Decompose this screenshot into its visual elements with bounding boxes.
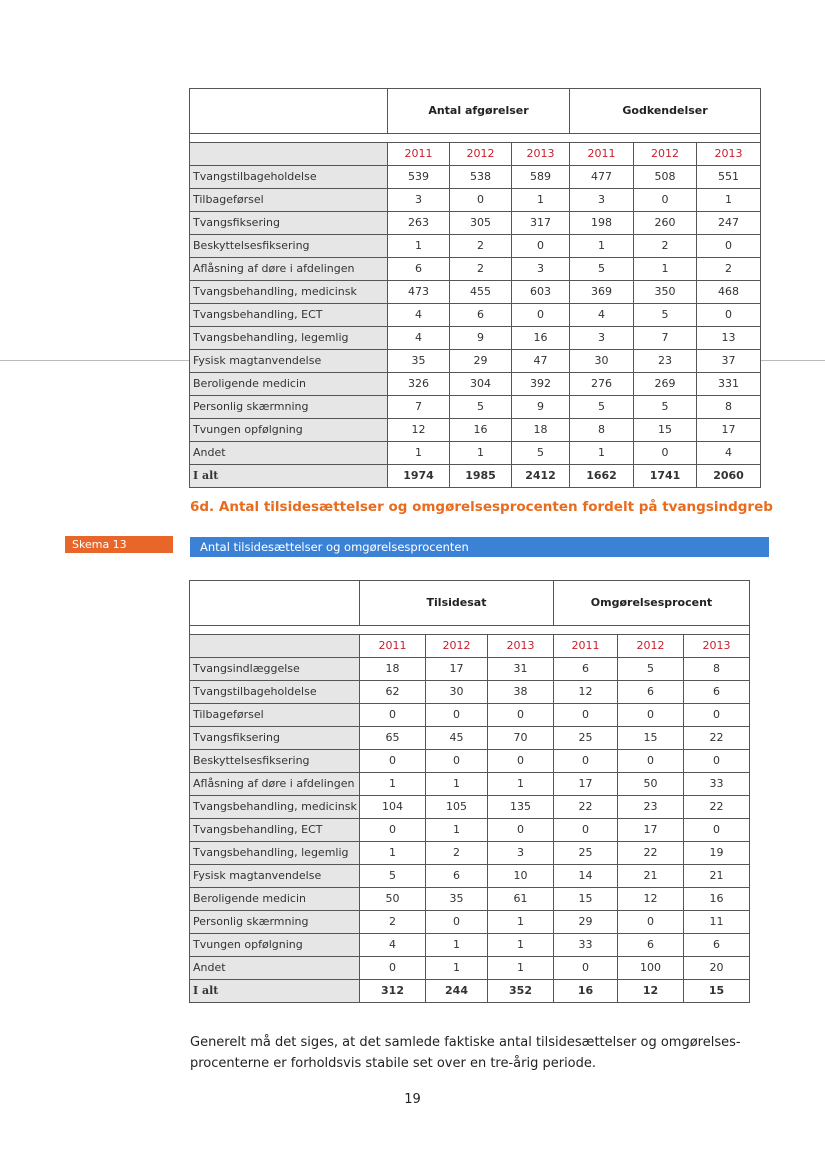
table-row	[190, 957, 750, 980]
value-cell: 331	[697, 373, 761, 396]
value-cell: 1	[388, 235, 450, 258]
value-cell: 0	[488, 819, 554, 842]
total-label: I alt	[190, 465, 388, 488]
section-heading: 6d. Antal tilsidesættelser og omgørelsesprocenten fordelt på tvangsindgreb	[190, 499, 773, 515]
value-cell: 25	[554, 842, 618, 865]
row-label: Andet	[190, 957, 360, 980]
value-cell: 276	[570, 373, 634, 396]
value-cell: 21	[684, 865, 750, 888]
value-cell: 104	[360, 796, 426, 819]
value-cell: 12	[618, 888, 684, 911]
value-cell: 12	[388, 419, 450, 442]
total-cell: 15	[684, 980, 750, 1003]
total-cell: 312	[360, 980, 426, 1003]
value-cell: 17	[554, 773, 618, 796]
row-label: Beroligende medicin	[190, 373, 388, 396]
value-cell: 4	[570, 304, 634, 327]
total-row	[190, 465, 761, 488]
total-cell: 1974	[388, 465, 450, 488]
value-cell: 1	[570, 442, 634, 465]
value-cell: 1	[388, 442, 450, 465]
value-cell: 0	[634, 442, 697, 465]
table-row	[190, 304, 761, 327]
value-cell: 31	[488, 658, 554, 681]
value-cell: 0	[618, 750, 684, 773]
value-cell: 0	[554, 704, 618, 727]
row-label: Tvangsfiksering	[190, 212, 388, 235]
value-cell: 1	[426, 819, 488, 842]
value-cell: 269	[634, 373, 697, 396]
table-row	[190, 704, 750, 727]
table-row	[190, 373, 761, 396]
value-cell: 0	[426, 704, 488, 727]
value-cell: 1	[570, 235, 634, 258]
value-cell: 22	[684, 727, 750, 750]
value-cell: 0	[684, 819, 750, 842]
year-cell: 2012	[618, 635, 684, 658]
header-blank	[190, 89, 388, 134]
value-cell: 2	[450, 235, 512, 258]
year-cell: 2011	[554, 635, 618, 658]
value-cell: 1	[426, 934, 488, 957]
value-cell: 16	[512, 327, 570, 350]
body-paragraph	[190, 1032, 750, 1074]
table-row	[190, 842, 750, 865]
year-cell: 2013	[684, 635, 750, 658]
value-cell: 6	[426, 865, 488, 888]
value-cell: 10	[488, 865, 554, 888]
value-cell: 135	[488, 796, 554, 819]
total-cell: 2060	[697, 465, 761, 488]
value-cell: 4	[697, 442, 761, 465]
value-cell: 0	[618, 911, 684, 934]
value-cell: 33	[554, 934, 618, 957]
total-cell: 1741	[634, 465, 697, 488]
value-cell: 317	[512, 212, 570, 235]
value-cell: 17	[697, 419, 761, 442]
value-cell: 30	[426, 681, 488, 704]
value-cell: 17	[618, 819, 684, 842]
value-cell: 369	[570, 281, 634, 304]
value-cell: 3	[570, 327, 634, 350]
value-cell: 6	[684, 681, 750, 704]
value-cell: 8	[684, 658, 750, 681]
header-blank	[190, 581, 360, 626]
value-cell: 0	[554, 957, 618, 980]
value-cell: 263	[388, 212, 450, 235]
value-cell: 1	[697, 189, 761, 212]
value-cell: 15	[618, 727, 684, 750]
value-cell: 551	[697, 166, 761, 189]
value-cell: 18	[512, 419, 570, 442]
total-cell: 2412	[512, 465, 570, 488]
value-cell: 305	[450, 212, 512, 235]
year-cell: 2011	[388, 143, 450, 166]
value-cell: 21	[618, 865, 684, 888]
value-cell: 22	[618, 842, 684, 865]
table-row	[190, 350, 761, 373]
table-row	[190, 212, 761, 235]
value-cell: 23	[634, 350, 697, 373]
value-cell: 62	[360, 681, 426, 704]
value-cell: 5	[450, 396, 512, 419]
value-cell: 1	[488, 934, 554, 957]
row-label: Tilbageførsel	[190, 189, 388, 212]
value-cell: 12	[554, 681, 618, 704]
table-row	[190, 189, 761, 212]
value-cell: 5	[512, 442, 570, 465]
row-label: Fysisk magtanvendelse	[190, 350, 388, 373]
value-cell: 0	[360, 704, 426, 727]
value-cell: 0	[426, 750, 488, 773]
value-cell: 0	[488, 704, 554, 727]
value-cell: 2	[697, 258, 761, 281]
value-cell: 473	[388, 281, 450, 304]
table-row	[190, 658, 750, 681]
year-cell: 2013	[697, 143, 761, 166]
value-cell: 5	[570, 396, 634, 419]
value-cell: 6	[618, 934, 684, 957]
group-header: Godkendelser	[570, 89, 761, 134]
table-tilsidesat	[189, 580, 750, 1003]
total-cell: 1662	[570, 465, 634, 488]
value-cell: 50	[618, 773, 684, 796]
value-cell: 0	[426, 911, 488, 934]
value-cell: 538	[450, 166, 512, 189]
value-cell: 35	[426, 888, 488, 911]
value-cell: 589	[512, 166, 570, 189]
value-cell: 15	[634, 419, 697, 442]
value-cell: 0	[554, 750, 618, 773]
row-label: Personlig skærmning	[190, 911, 360, 934]
value-cell: 2	[360, 911, 426, 934]
value-cell: 1	[488, 773, 554, 796]
value-cell: 14	[554, 865, 618, 888]
value-cell: 0	[512, 235, 570, 258]
value-cell: 0	[634, 189, 697, 212]
value-cell: 65	[360, 727, 426, 750]
row-label: Tvangsbehandling, medicinsk	[190, 281, 388, 304]
table-row	[190, 681, 750, 704]
table-row	[190, 750, 750, 773]
year-cell: 2013	[488, 635, 554, 658]
value-cell: 1	[450, 442, 512, 465]
value-cell: 0	[360, 750, 426, 773]
row-label: Fysisk magtanvendelse	[190, 865, 360, 888]
value-cell: 1	[360, 842, 426, 865]
value-cell: 45	[426, 727, 488, 750]
value-cell: 0	[684, 704, 750, 727]
value-cell: 6	[554, 658, 618, 681]
table-row	[190, 327, 761, 350]
value-cell: 5	[634, 304, 697, 327]
value-cell: 0	[618, 704, 684, 727]
value-cell: 9	[512, 396, 570, 419]
total-cell: 244	[426, 980, 488, 1003]
skema-title-bar: Antal tilsidesættelser og omgørelsesprocenten	[190, 537, 769, 557]
value-cell: 22	[684, 796, 750, 819]
paragraph-line: Generelt må det siges, at det samlede faktiske antal tilsidesættelser og omgørelses-	[190, 1035, 741, 1050]
value-cell: 0	[360, 819, 426, 842]
value-cell: 3	[512, 258, 570, 281]
group-header: Omgørelsesprocent	[554, 581, 750, 626]
value-cell: 247	[697, 212, 761, 235]
value-cell: 11	[684, 911, 750, 934]
value-cell: 6	[618, 681, 684, 704]
table-row	[190, 727, 750, 750]
row-label: Tvangstilbageholdelse	[190, 681, 360, 704]
value-cell: 17	[426, 658, 488, 681]
year-cell: 2011	[360, 635, 426, 658]
value-cell: 105	[426, 796, 488, 819]
year-cell: 2012	[426, 635, 488, 658]
table-row	[190, 888, 750, 911]
value-cell: 1	[634, 258, 697, 281]
value-cell: 47	[512, 350, 570, 373]
table-row	[190, 819, 750, 842]
value-cell: 5	[360, 865, 426, 888]
total-cell: 352	[488, 980, 554, 1003]
total-cell: 12	[618, 980, 684, 1003]
value-cell: 0	[554, 819, 618, 842]
row-label: Andet	[190, 442, 388, 465]
value-cell: 13	[697, 327, 761, 350]
table-row	[190, 258, 761, 281]
year-cell: 2011	[570, 143, 634, 166]
table-row	[190, 166, 761, 189]
value-cell: 29	[554, 911, 618, 934]
row-label: Tvangsbehandling, ECT	[190, 819, 360, 842]
value-cell: 0	[684, 750, 750, 773]
value-cell: 37	[697, 350, 761, 373]
value-cell: 5	[618, 658, 684, 681]
value-cell: 2	[634, 235, 697, 258]
row-label: Tvungen opfølgning	[190, 934, 360, 957]
value-cell: 6	[684, 934, 750, 957]
value-cell: 4	[360, 934, 426, 957]
value-cell: 19	[684, 842, 750, 865]
skema-label: Skema 13	[65, 536, 173, 553]
total-cell: 1985	[450, 465, 512, 488]
value-cell: 4	[388, 304, 450, 327]
value-cell: 8	[570, 419, 634, 442]
value-cell: 7	[388, 396, 450, 419]
value-cell: 477	[570, 166, 634, 189]
spacer	[190, 626, 750, 635]
value-cell: 1	[360, 773, 426, 796]
total-cell: 16	[554, 980, 618, 1003]
value-cell: 38	[488, 681, 554, 704]
value-cell: 9	[450, 327, 512, 350]
value-cell: 18	[360, 658, 426, 681]
value-cell: 0	[450, 189, 512, 212]
value-cell: 508	[634, 166, 697, 189]
row-label: Beskyttelsesfiksering	[190, 235, 388, 258]
value-cell: 6	[450, 304, 512, 327]
row-label: Aflåsning af døre i afdelingen	[190, 258, 388, 281]
value-cell: 8	[697, 396, 761, 419]
table-row	[190, 934, 750, 957]
value-cell: 5	[634, 396, 697, 419]
value-cell: 0	[512, 304, 570, 327]
total-row	[190, 980, 750, 1003]
table-row	[190, 911, 750, 934]
value-cell: 16	[450, 419, 512, 442]
row-label: Tvangstilbageholdelse	[190, 166, 388, 189]
value-cell: 3	[488, 842, 554, 865]
row-label: Personlig skærmning	[190, 396, 388, 419]
table-afgorelser	[189, 88, 761, 488]
value-cell: 2	[426, 842, 488, 865]
value-cell: 3	[388, 189, 450, 212]
value-cell: 350	[634, 281, 697, 304]
value-cell: 35	[388, 350, 450, 373]
value-cell: 326	[388, 373, 450, 396]
value-cell: 2	[450, 258, 512, 281]
paragraph-line: procenterne er forholdsvis stabile set over en tre-årig periode.	[190, 1056, 597, 1071]
year-row-label	[190, 635, 360, 658]
row-label: Tvangsfiksering	[190, 727, 360, 750]
total-label: I alt	[190, 980, 360, 1003]
value-cell: 198	[570, 212, 634, 235]
year-cell: 2013	[512, 143, 570, 166]
value-cell: 455	[450, 281, 512, 304]
value-cell: 603	[512, 281, 570, 304]
table-row	[190, 442, 761, 465]
row-label: Beroligende medicin	[190, 888, 360, 911]
value-cell: 29	[450, 350, 512, 373]
row-label: Aflåsning af døre i afdelingen	[190, 773, 360, 796]
value-cell: 7	[634, 327, 697, 350]
value-cell: 304	[450, 373, 512, 396]
value-cell: 260	[634, 212, 697, 235]
group-header: Antal afgørelser	[388, 89, 570, 134]
value-cell: 1	[512, 189, 570, 212]
value-cell: 50	[360, 888, 426, 911]
year-cell: 2012	[450, 143, 512, 166]
value-cell: 3	[570, 189, 634, 212]
value-cell: 468	[697, 281, 761, 304]
value-cell: 1	[426, 773, 488, 796]
year-row-label	[190, 143, 388, 166]
value-cell: 1	[488, 911, 554, 934]
value-cell: 33	[684, 773, 750, 796]
value-cell: 16	[684, 888, 750, 911]
value-cell: 0	[697, 304, 761, 327]
row-label: Tilbageførsel	[190, 704, 360, 727]
value-cell: 61	[488, 888, 554, 911]
table-row	[190, 796, 750, 819]
table-row	[190, 396, 761, 419]
value-cell: 70	[488, 727, 554, 750]
table-row	[190, 235, 761, 258]
value-cell: 23	[618, 796, 684, 819]
row-label: Tvangsbehandling, ECT	[190, 304, 388, 327]
row-label: Beskyttelsesfiksering	[190, 750, 360, 773]
table-row	[190, 419, 761, 442]
value-cell: 0	[697, 235, 761, 258]
spacer	[190, 134, 761, 143]
row-label: Tvungen opfølgning	[190, 419, 388, 442]
table-row	[190, 773, 750, 796]
value-cell: 1	[426, 957, 488, 980]
value-cell: 4	[388, 327, 450, 350]
table-row	[190, 865, 750, 888]
value-cell: 1	[488, 957, 554, 980]
year-cell: 2012	[634, 143, 697, 166]
value-cell: 539	[388, 166, 450, 189]
value-cell: 25	[554, 727, 618, 750]
value-cell: 20	[684, 957, 750, 980]
row-label: Tvangsbehandling, legemlig	[190, 842, 360, 865]
value-cell: 392	[512, 373, 570, 396]
row-label: Tvangsindlæggelse	[190, 658, 360, 681]
row-label: Tvangsbehandling, medicinsk	[190, 796, 360, 819]
value-cell: 22	[554, 796, 618, 819]
value-cell: 0	[488, 750, 554, 773]
group-header: Tilsidesat	[360, 581, 554, 626]
table-row	[190, 281, 761, 304]
value-cell: 30	[570, 350, 634, 373]
page-number: 19	[404, 1092, 421, 1107]
value-cell: 5	[570, 258, 634, 281]
value-cell: 100	[618, 957, 684, 980]
value-cell: 0	[360, 957, 426, 980]
row-label: Tvangsbehandling, legemlig	[190, 327, 388, 350]
value-cell: 15	[554, 888, 618, 911]
value-cell: 6	[388, 258, 450, 281]
